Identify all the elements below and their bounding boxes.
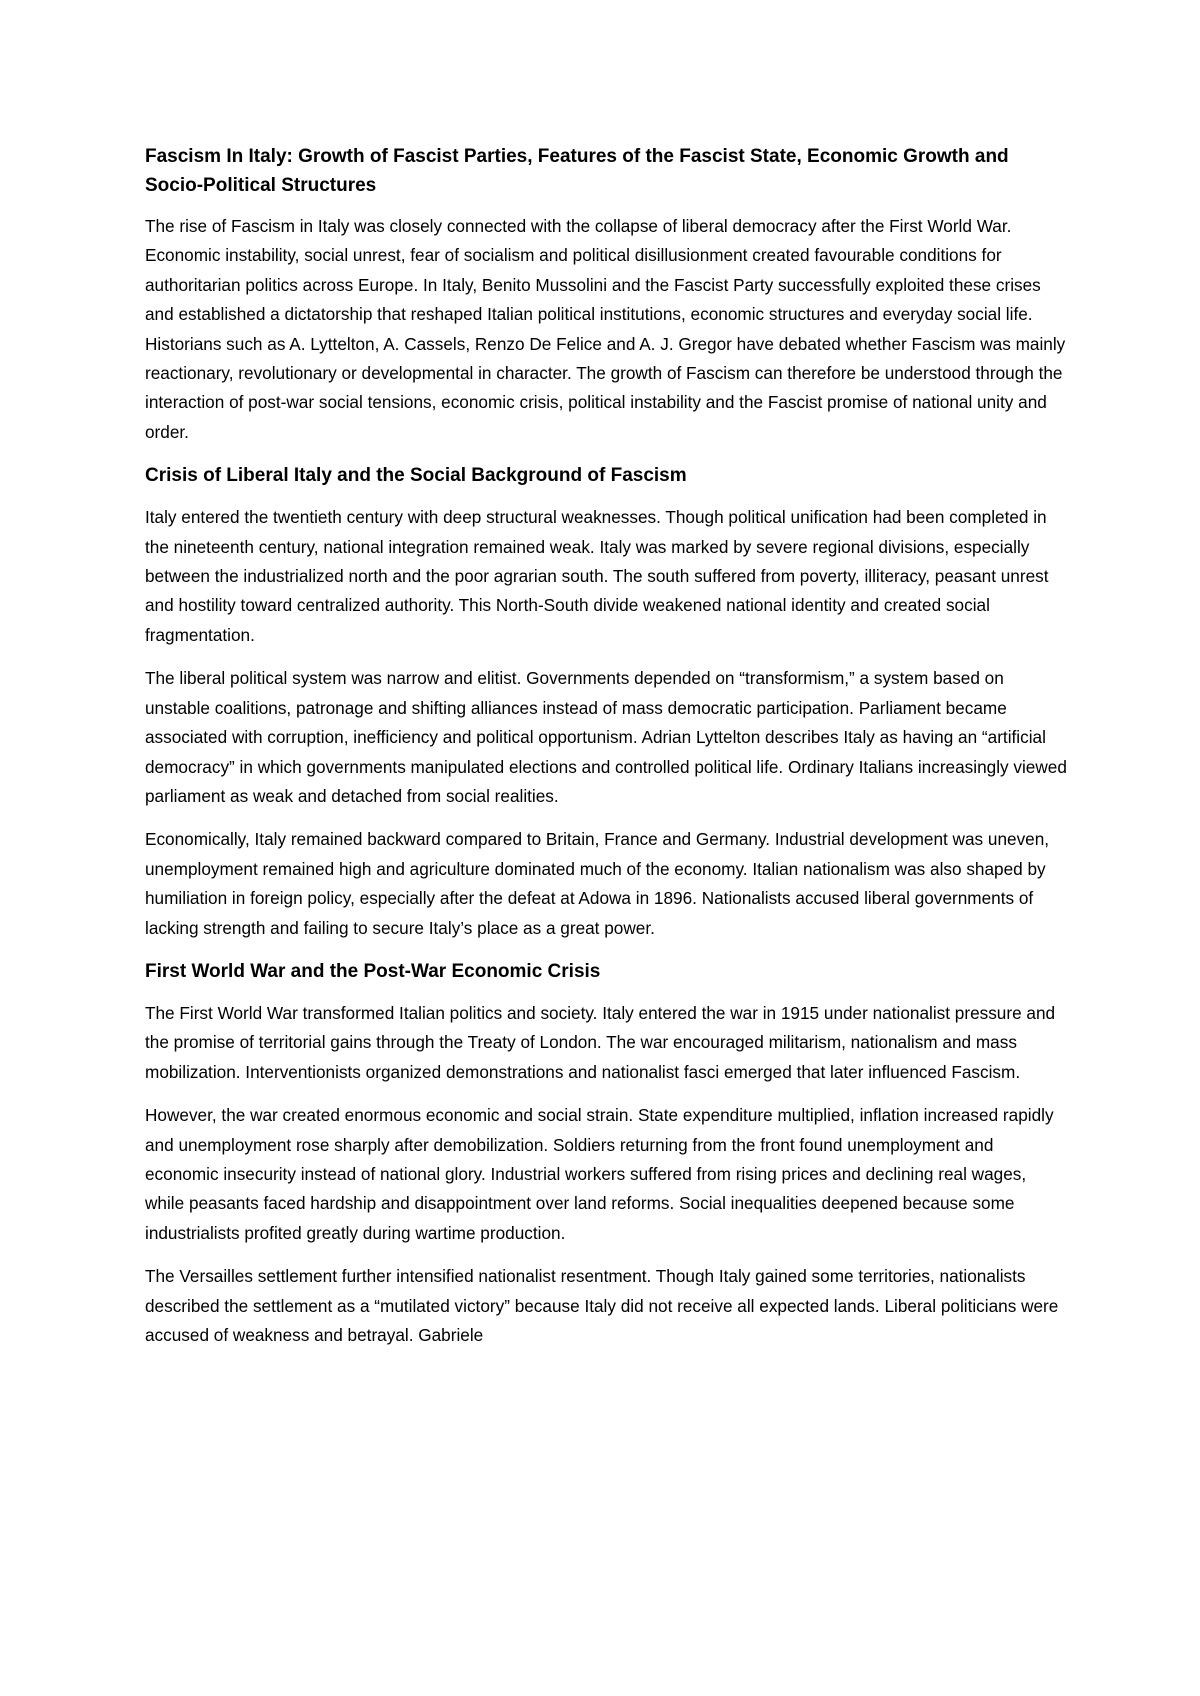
paragraph: The liberal political system was narrow and elitist. Governments depended on “transformism,” a system based on unstable coalitions, patronage and shifting alliances instead of mass democratic participation. Parliament became associated with corruption, inefficiency and political opportunism. Adrian Lyttelton describes Italy as having an “artificial democracy” in which governments manipulated elections and controlled political life. Ordinary Italians increasingly viewed parliament as weak and detached from social realities.: [145, 668, 1067, 806]
paragraph: The Versailles settlement further intensified nationalist resentment. Though Italy gained some territories, nationalists described the settlement as a “mutilated victory” because Italy did not receive all expected lands. Liberal politicians were accused of weakness and betrayal. Gabriele: [145, 1266, 1059, 1345]
intro-paragraph: The rise of Fascism in Italy was closely connected with the collapse of liberal democracy after the First World War. Economic instability, social unrest, fear of socialism and political disillusionment created favourable conditions for authoritarian politics across Europe. In Italy, Benito Mussolini and the Fascist Party successfully exploited these crises and established a dictatorship that reshaped Italian political institutions, economic structures and everyday social life. Historians such as A. Lyttelton, A. Cassels, Renzo De Felice and A. J. Gregor have debated whether Fascism was mainly reactionary, revolutionary or developmental in character. The growth of Fascism can therefore be understood through the interaction of post-war social tensions, economic crisis, political instability and the Fascist promise of national unity and order.: [145, 216, 1066, 442]
section-heading-first-world-war: First World War and the Post-War Economic Crisis: [145, 960, 601, 982]
paragraph: Economically, Italy remained backward compared to Britain, France and Germany. Industrial development was uneven, unemployment remained high and agriculture dominated much of the economy. Italian nationalism was also shaped by humiliation in foreign policy, especially after the defeat at Adowa in 1896. Nationalists accused liberal governments of lacking strength and failing to secure Italy’s place as a great power.: [145, 829, 1050, 938]
section-heading-liberal-italy: Crisis of Liberal Italy and the Social Background of Fascism: [145, 465, 687, 487]
document-title: Fascism In Italy: Growth of Fascist Parties, Features of the Fascist State, Economic Growth and Socio-Political Structures: [145, 146, 1009, 196]
paragraph: The First World War transformed Italian politics and society. Italy entered the war in 1915 under nationalist pressure and the promise of territorial gains through the Treaty of London. The war encouraged militarism, nationalism and mass mobilization. Interventionists organized demonstrations and nationalist fasci emerged that later influenced Fascism.: [145, 1002, 1056, 1082]
paragraph: Italy entered the twentieth century with deep structural weaknesses. Though political unification had been completed in the nineteenth century, national integration remained weak. Italy was marked by severe regional divisions, especially between the industrialized north and the poor agrarian south. The south suffered from poverty, illiteracy, peasant unrest and hostility toward centralized authority. This North-South divide weakened national identity and created social fragmentation.: [145, 507, 1049, 645]
paragraph: However, the war created enormous economic and social strain. State expenditure multiplied, inflation increased rapidly and unemployment rose sharply after demobilization. Soldiers returning from the front found unemployment and economic insecurity instead of national glory. Industrial workers suffered from rising prices and declining real wages, while peasants faced hardship and disappointment over land reforms. Social inequalities deepened because some industrialists profited greatly during wartime production.: [145, 1105, 1054, 1243]
document-page: [145, 142, 1070, 1364]
